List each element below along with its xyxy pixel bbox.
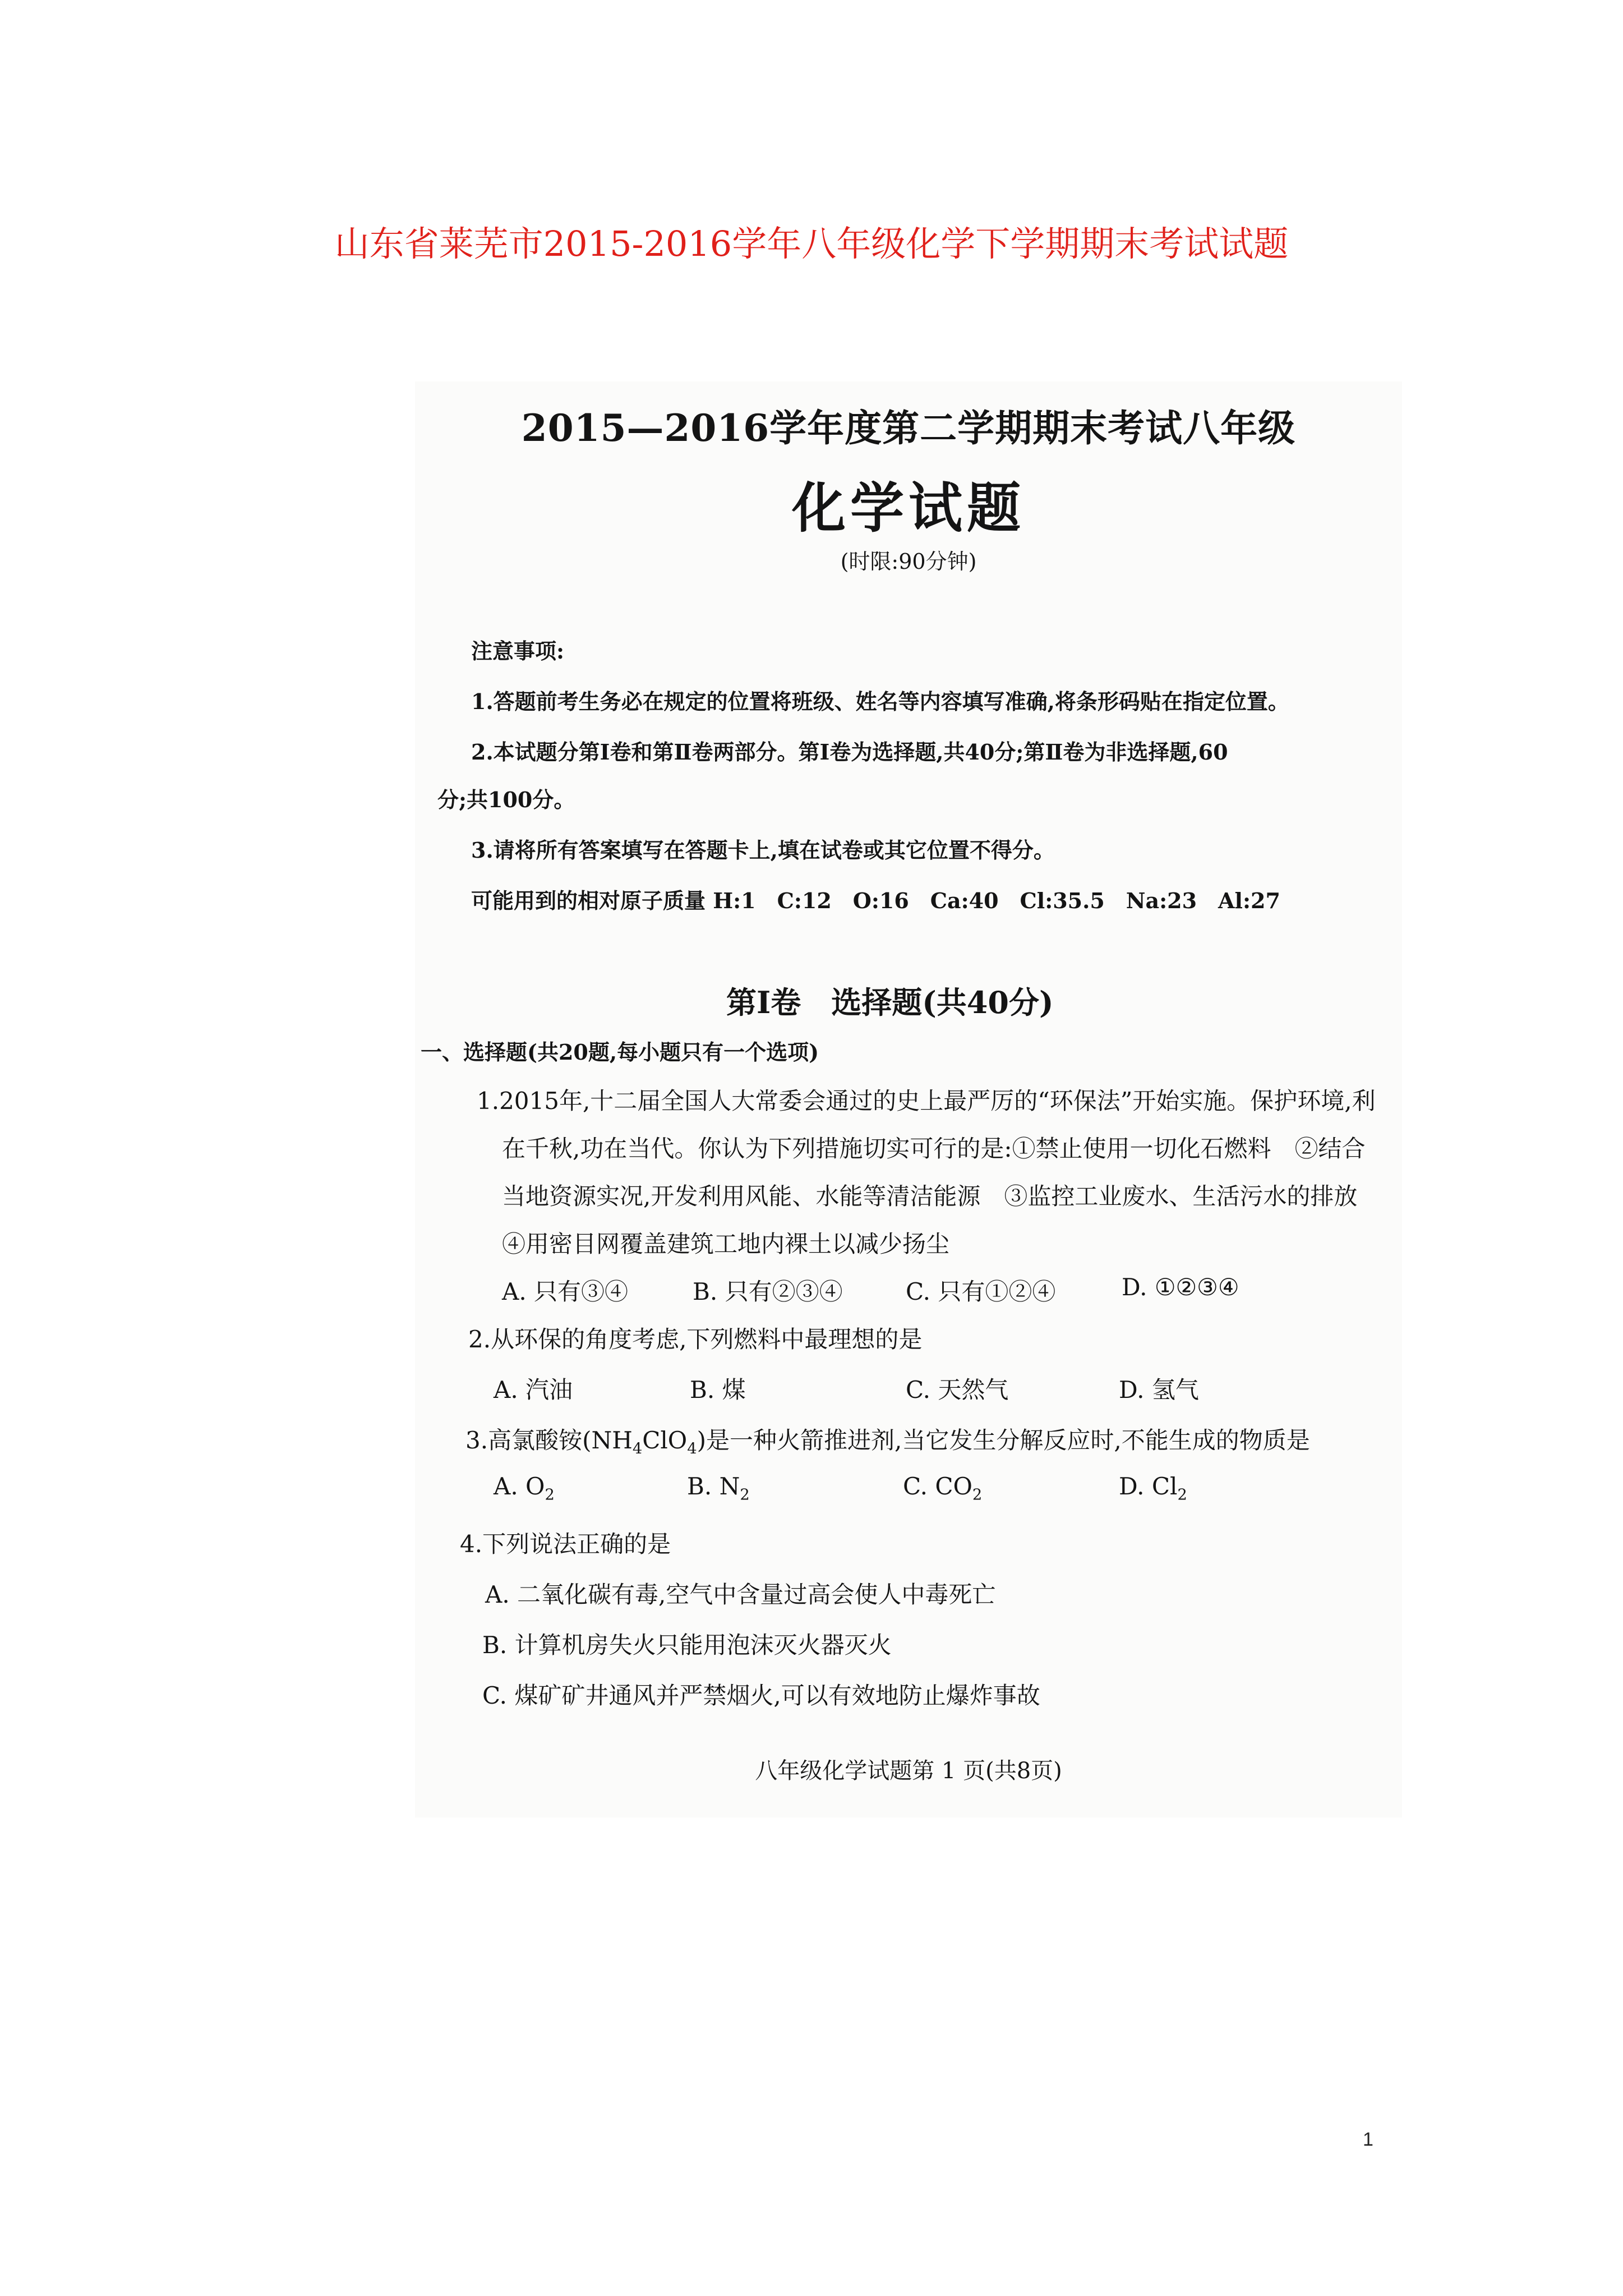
page-number: 1 — [1363, 2129, 1373, 2150]
document-title: 山东省莱芜市2015-2016学年八年级化学下学期期末考试试题 — [334, 223, 1289, 264]
atomic-masses: 可能用到的相对原子质量 H:1 C:12 O:16 Ca:40 Cl:35.5 Na:23 Al:27 — [471, 888, 1280, 913]
q3-option-d-sub: 2 — [1177, 1486, 1187, 1504]
exam-header: 2015—2016学年度第二学期期末考试八年级 — [521, 406, 1296, 450]
q2-option-c: C. 天然气 — [906, 1376, 1009, 1404]
q4-option-c: C. 煤矿矿井通风并严禁烟火,可以有效地防止爆炸事故 — [482, 1682, 1040, 1709]
q3-stem-part1: 3.高氯酸铵(NH — [465, 1427, 633, 1454]
subject-title: 化学试题 — [792, 476, 1025, 540]
q2-option-b: B. 煤 — [690, 1376, 746, 1404]
q1-option-b: B. 只有②③④ — [693, 1278, 843, 1305]
q3-option-d-text: D. Cl — [1119, 1473, 1178, 1500]
q3-stem-part3: )是一种火箭推进剂,当它发生分解反应时,不能生成的物质是 — [697, 1427, 1310, 1454]
q3-option-c-sub: 2 — [972, 1486, 983, 1504]
q3-option-c-text: C. CO — [903, 1473, 972, 1500]
q2-option-a: A. 汽油 — [494, 1376, 573, 1404]
time-limit: (时限:90分钟) — [840, 549, 977, 574]
q4-option-b: B. 计算机房失火只能用泡沫灭火器灭火 — [482, 1631, 892, 1659]
note-3: 3.请将所有答案填写在答题卡上,填在试卷或其它位置不得分。 — [471, 838, 1055, 863]
part-heading: 一、选择题(共20题,每小题只有一个选项) — [421, 1039, 819, 1065]
q2-stem: 2.从环保的角度考虑,下列燃料中最理想的是 — [468, 1326, 923, 1353]
q4-option-a: A. 二氧化碳有毒,空气中含量过高会使人中毒死亡 — [485, 1581, 996, 1608]
q1-line4: ④用密目网覆盖建筑工地内裸土以减少扬尘 — [502, 1230, 950, 1258]
q3-subscript-1: 4 — [632, 1440, 643, 1458]
q3-option-a-sub: 2 — [545, 1486, 555, 1504]
q3-option-d — [1119, 1473, 1187, 1503]
q4-stem: 4.下列说法正确的是 — [460, 1530, 671, 1558]
q3-option-a — [494, 1473, 555, 1503]
q3-stem-part2: ClO — [642, 1427, 688, 1454]
q1-option-c: C. 只有①②④ — [906, 1278, 1056, 1305]
section-title: 第Ⅰ卷 选择题(共40分) — [726, 984, 1054, 1020]
q1-option-d: D. ①②③④ — [1122, 1273, 1239, 1301]
q3-option-a-text: A. O — [494, 1473, 545, 1500]
q3-stem — [465, 1422, 1310, 1457]
q1-line1: 1.2015年,十二届全国人大常委会通过的史上最严厉的“环保法”开始实施。保护环境,利 — [477, 1087, 1376, 1115]
note-2-line2: 分;共100分。 — [437, 787, 575, 812]
q3-option-b-text: B. N — [687, 1473, 740, 1500]
note-1: 1.答题前考生务必在规定的位置将班级、姓名等内容填写准确,将条形码贴在指定位置。 — [471, 689, 1289, 714]
notes-heading: 注意事项: — [471, 638, 565, 664]
q3-option-c — [903, 1473, 982, 1503]
note-2-line1: 2.本试题分第Ⅰ卷和第Ⅱ卷两部分。第Ⅰ卷为选择题,共40分;第Ⅱ卷为非选择题,60 — [471, 739, 1228, 765]
q3-subscript-2: 4 — [687, 1440, 697, 1458]
scanned-exam-page — [415, 381, 1402, 1818]
q1-line3: 当地资源实况,开发利用风能、水能等清洁能源 ③监控工业废水、生活污水的排放 — [502, 1182, 1358, 1210]
q3-option-b — [687, 1473, 750, 1503]
q1-option-a: A. 只有③④ — [502, 1278, 629, 1305]
q3-option-b-sub: 2 — [740, 1486, 750, 1504]
q1-line2: 在千秋,功在当代。你认为下列措施切实可行的是:①禁止使用一切化石燃料 ②结合 — [502, 1135, 1366, 1162]
q2-option-d: D. 氢气 — [1119, 1376, 1199, 1404]
exam-page-footer: 八年级化学试题第 1 页(共8页) — [755, 1758, 1062, 1784]
